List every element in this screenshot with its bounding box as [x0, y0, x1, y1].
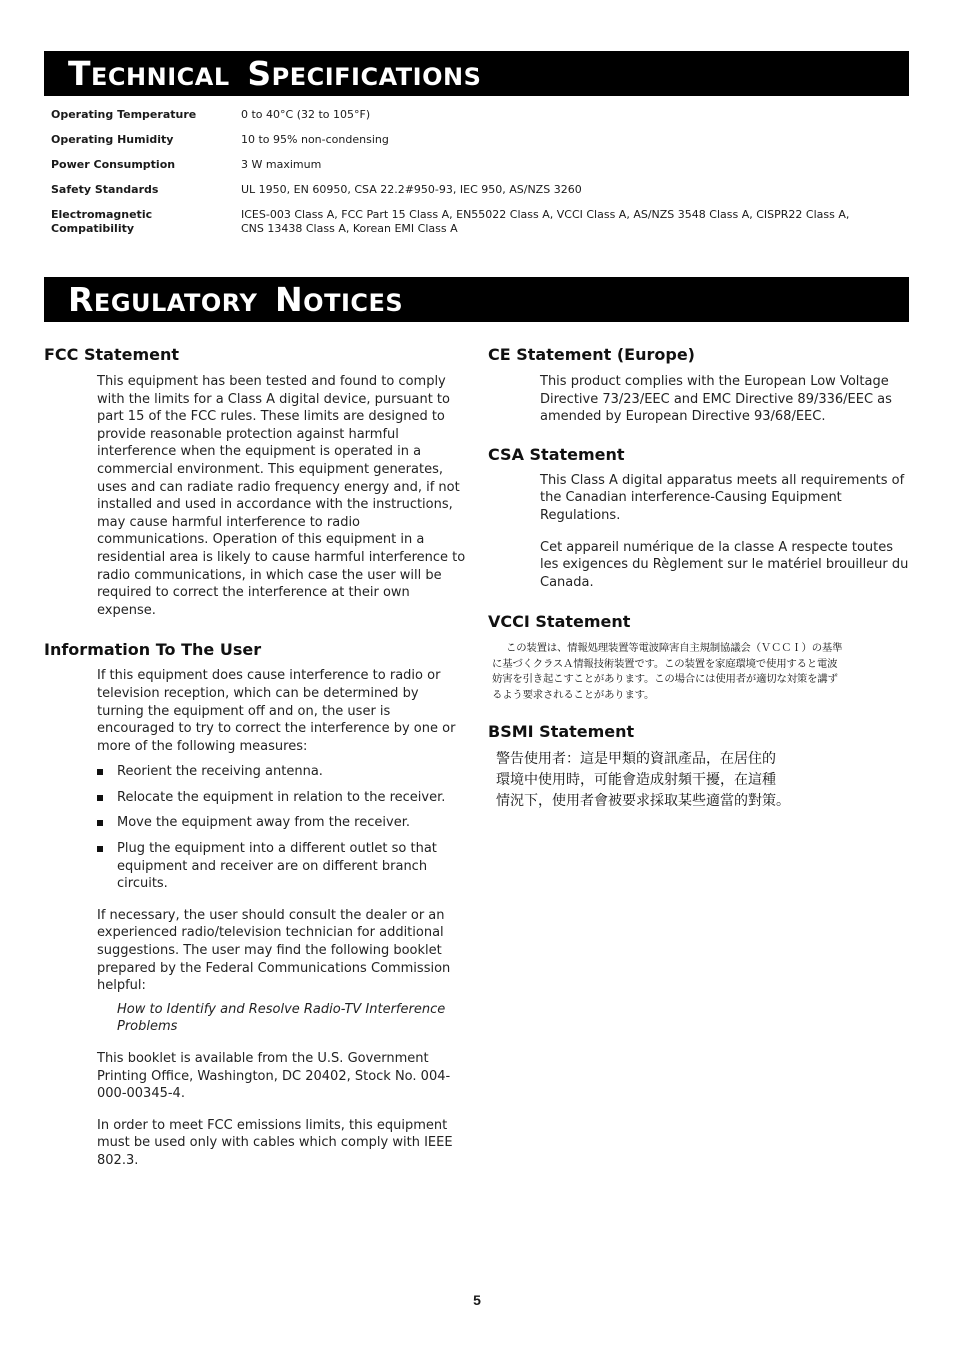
- fcc-heading: FCC Statement: [44, 345, 180, 364]
- technical-specifications-banner: [44, 51, 909, 96]
- vcci-line: に基づくクラスＡ情報技術装置です。この装置を家庭環境で使用すると電波: [492, 657, 838, 670]
- spec-value: [241, 208, 851, 236]
- banner-title-part: ECHNICAL: [91, 63, 230, 91]
- spec-table: [51, 108, 851, 236]
- spec-label: Power Consumption: [51, 158, 176, 171]
- spec-label: Safety Standards: [51, 183, 159, 196]
- cables-requirement: In order to meet FCC emissions limits, this equipment must be used only with cables which comply with IEEE 802.3.: [97, 1117, 453, 1168]
- vcci-line: るよう要求されることがあります。: [492, 688, 655, 701]
- spec-row-humidity: [51, 133, 851, 158]
- spec-value: 10 to 95% non-condensing: [241, 133, 389, 146]
- spec-label: Electromagnetic Compatibility: [51, 208, 153, 235]
- vcci-line: この装置は、情報処理装置等電波障害自主規制協議会（ＶＣＣＩ）の基準: [506, 642, 843, 655]
- booklet-availability: This booklet is available from the U.S. Government Printing Office, Washington, DC 20402, Stock No. 004-000-00345-4.: [97, 1051, 451, 1102]
- banner-title-part: PECIFICATIONS: [271, 63, 482, 91]
- spec-value-line: CNS 13438 Class A, Korean EMI Class A: [241, 222, 458, 235]
- bsmi-text: [496, 749, 796, 812]
- banner-title-part: EGULATORY: [93, 289, 258, 317]
- info-user-intro: If this equipment does cause interference to radio or television reception, which can be determined by turning the equipment off and on, the user is encouraged to try to correct the interference by one or more of the following measures:: [97, 668, 456, 754]
- bullet-text: Plug the equipment into a different outlet so that equipment and receiver are on different branch circuits.: [117, 841, 437, 892]
- banner-title-part: S: [247, 54, 272, 93]
- bullet-square-icon: [97, 846, 103, 852]
- regulatory-notices-banner: [44, 277, 909, 322]
- bsmi-heading: BSMI Statement: [488, 722, 635, 742]
- list-item: [97, 814, 469, 832]
- csa-body-fr: Cet appareil numérique de la classe A respecte toutes les exigences du Règlement sur le matériel brouilleur du Canada.: [540, 539, 909, 590]
- csa-heading: CSA Statement: [488, 444, 625, 464]
- spec-row-temperature: [51, 108, 851, 133]
- left-column: [44, 344, 469, 1170]
- bullet-text: Reorient the receiving antenna.: [117, 764, 323, 780]
- banner-title-part: T: [68, 54, 92, 93]
- banner-title-part: R: [68, 280, 94, 319]
- page-number: 5: [473, 1292, 481, 1308]
- csa-section: [540, 472, 912, 592]
- bsmi-line: 環境中使用時，可能會造成射頻干擾，在這種: [496, 772, 776, 789]
- info-user-heading: Information To The User: [44, 640, 262, 660]
- spec-row-safety: [51, 183, 851, 208]
- list-item: [97, 763, 469, 781]
- fcc-body: This equipment has been tested and found to comply with the limits for a Class A digital device, pursuant to part 15 of the FCC rules. These limits are designed to provide reasonable protection against harmful interference when the equipment is operated in a commercial environment. This equipment generates, uses and can radiate radio frequency energy and, if not installed and used in accordance with the instructions, may cause harmful interference to radio communications. Operation of this equipment in a residential area is likely to cause harmful interference to radio communications, in which case the user will be required to correct the interference at their own expense.: [97, 374, 466, 618]
- bullet-text: Move the equipment away from the receiver.: [117, 815, 410, 831]
- spec-label: Operating Humidity: [51, 133, 174, 146]
- info-user-consult: If necessary, the user should consult the dealer or an experienced radio/television technician for additional suggestions. The user may find the following booklet prepared by the Federal Communications Commission helpful:: [97, 907, 451, 994]
- csa-body-en: This Class A digital apparatus meets all requirements of the Canadian interference-Causing Equipment Regulations.: [540, 472, 905, 523]
- vcci-line: 妨害を引き起こすことがあります。この場合には使用者が適切な対策を講ず: [492, 673, 838, 686]
- banner-title-part: N: [275, 280, 304, 319]
- spec-value: UL 1950, EN 60950, CSA 22.2#950-93, IEC 950, AS/NZS 3260: [241, 183, 582, 196]
- fcc-section: [97, 373, 469, 619]
- spec-value-line: ICES-003 Class A, FCC Part 15 Class A, EN55022 Class A, VCCI Class A, AS/NZS 3548 Class A, CISPR22 Class A,: [241, 208, 850, 221]
- bullet-square-icon: [97, 795, 103, 801]
- spec-label: Operating Temperature: [51, 108, 197, 121]
- bullet-square-icon: [97, 820, 103, 826]
- ce-heading: CE Statement (Europe): [488, 345, 695, 364]
- spec-value: 3 W maximum: [241, 158, 322, 171]
- spec-value: 0 to 40°C (32 to 105°F): [241, 108, 371, 121]
- list-item: [97, 789, 469, 807]
- info-user-section: [97, 667, 469, 1169]
- ce-section: [540, 373, 910, 426]
- booklet-title: How to Identify and Resolve Radio-TV Interference Problems: [117, 1001, 446, 1035]
- spec-row-power: [51, 158, 851, 183]
- vcci-heading: VCCI Statement: [488, 612, 631, 632]
- bullet-text: Relocate the equipment in relation to the receiver.: [117, 789, 446, 805]
- measures-list: [97, 763, 469, 893]
- bsmi-line: 情況下，使用者會被要求採取某些適當的對策。: [496, 793, 790, 810]
- ce-body: This product complies with the European Low Voltage Directive 73/23/EEC and EMC Directive 89/336/EEC as amended by European Directive 93/68/EEC.: [540, 374, 892, 425]
- vcci-text: [492, 641, 902, 703]
- banner-title-part: OTICES: [303, 289, 404, 317]
- list-item: [97, 840, 469, 893]
- bullet-square-icon: [97, 769, 103, 775]
- right-column: [488, 344, 918, 812]
- spec-row-emc: [51, 208, 851, 236]
- bsmi-line: 警告使用者：這是甲類的資訊產品，在居住的: [496, 751, 776, 768]
